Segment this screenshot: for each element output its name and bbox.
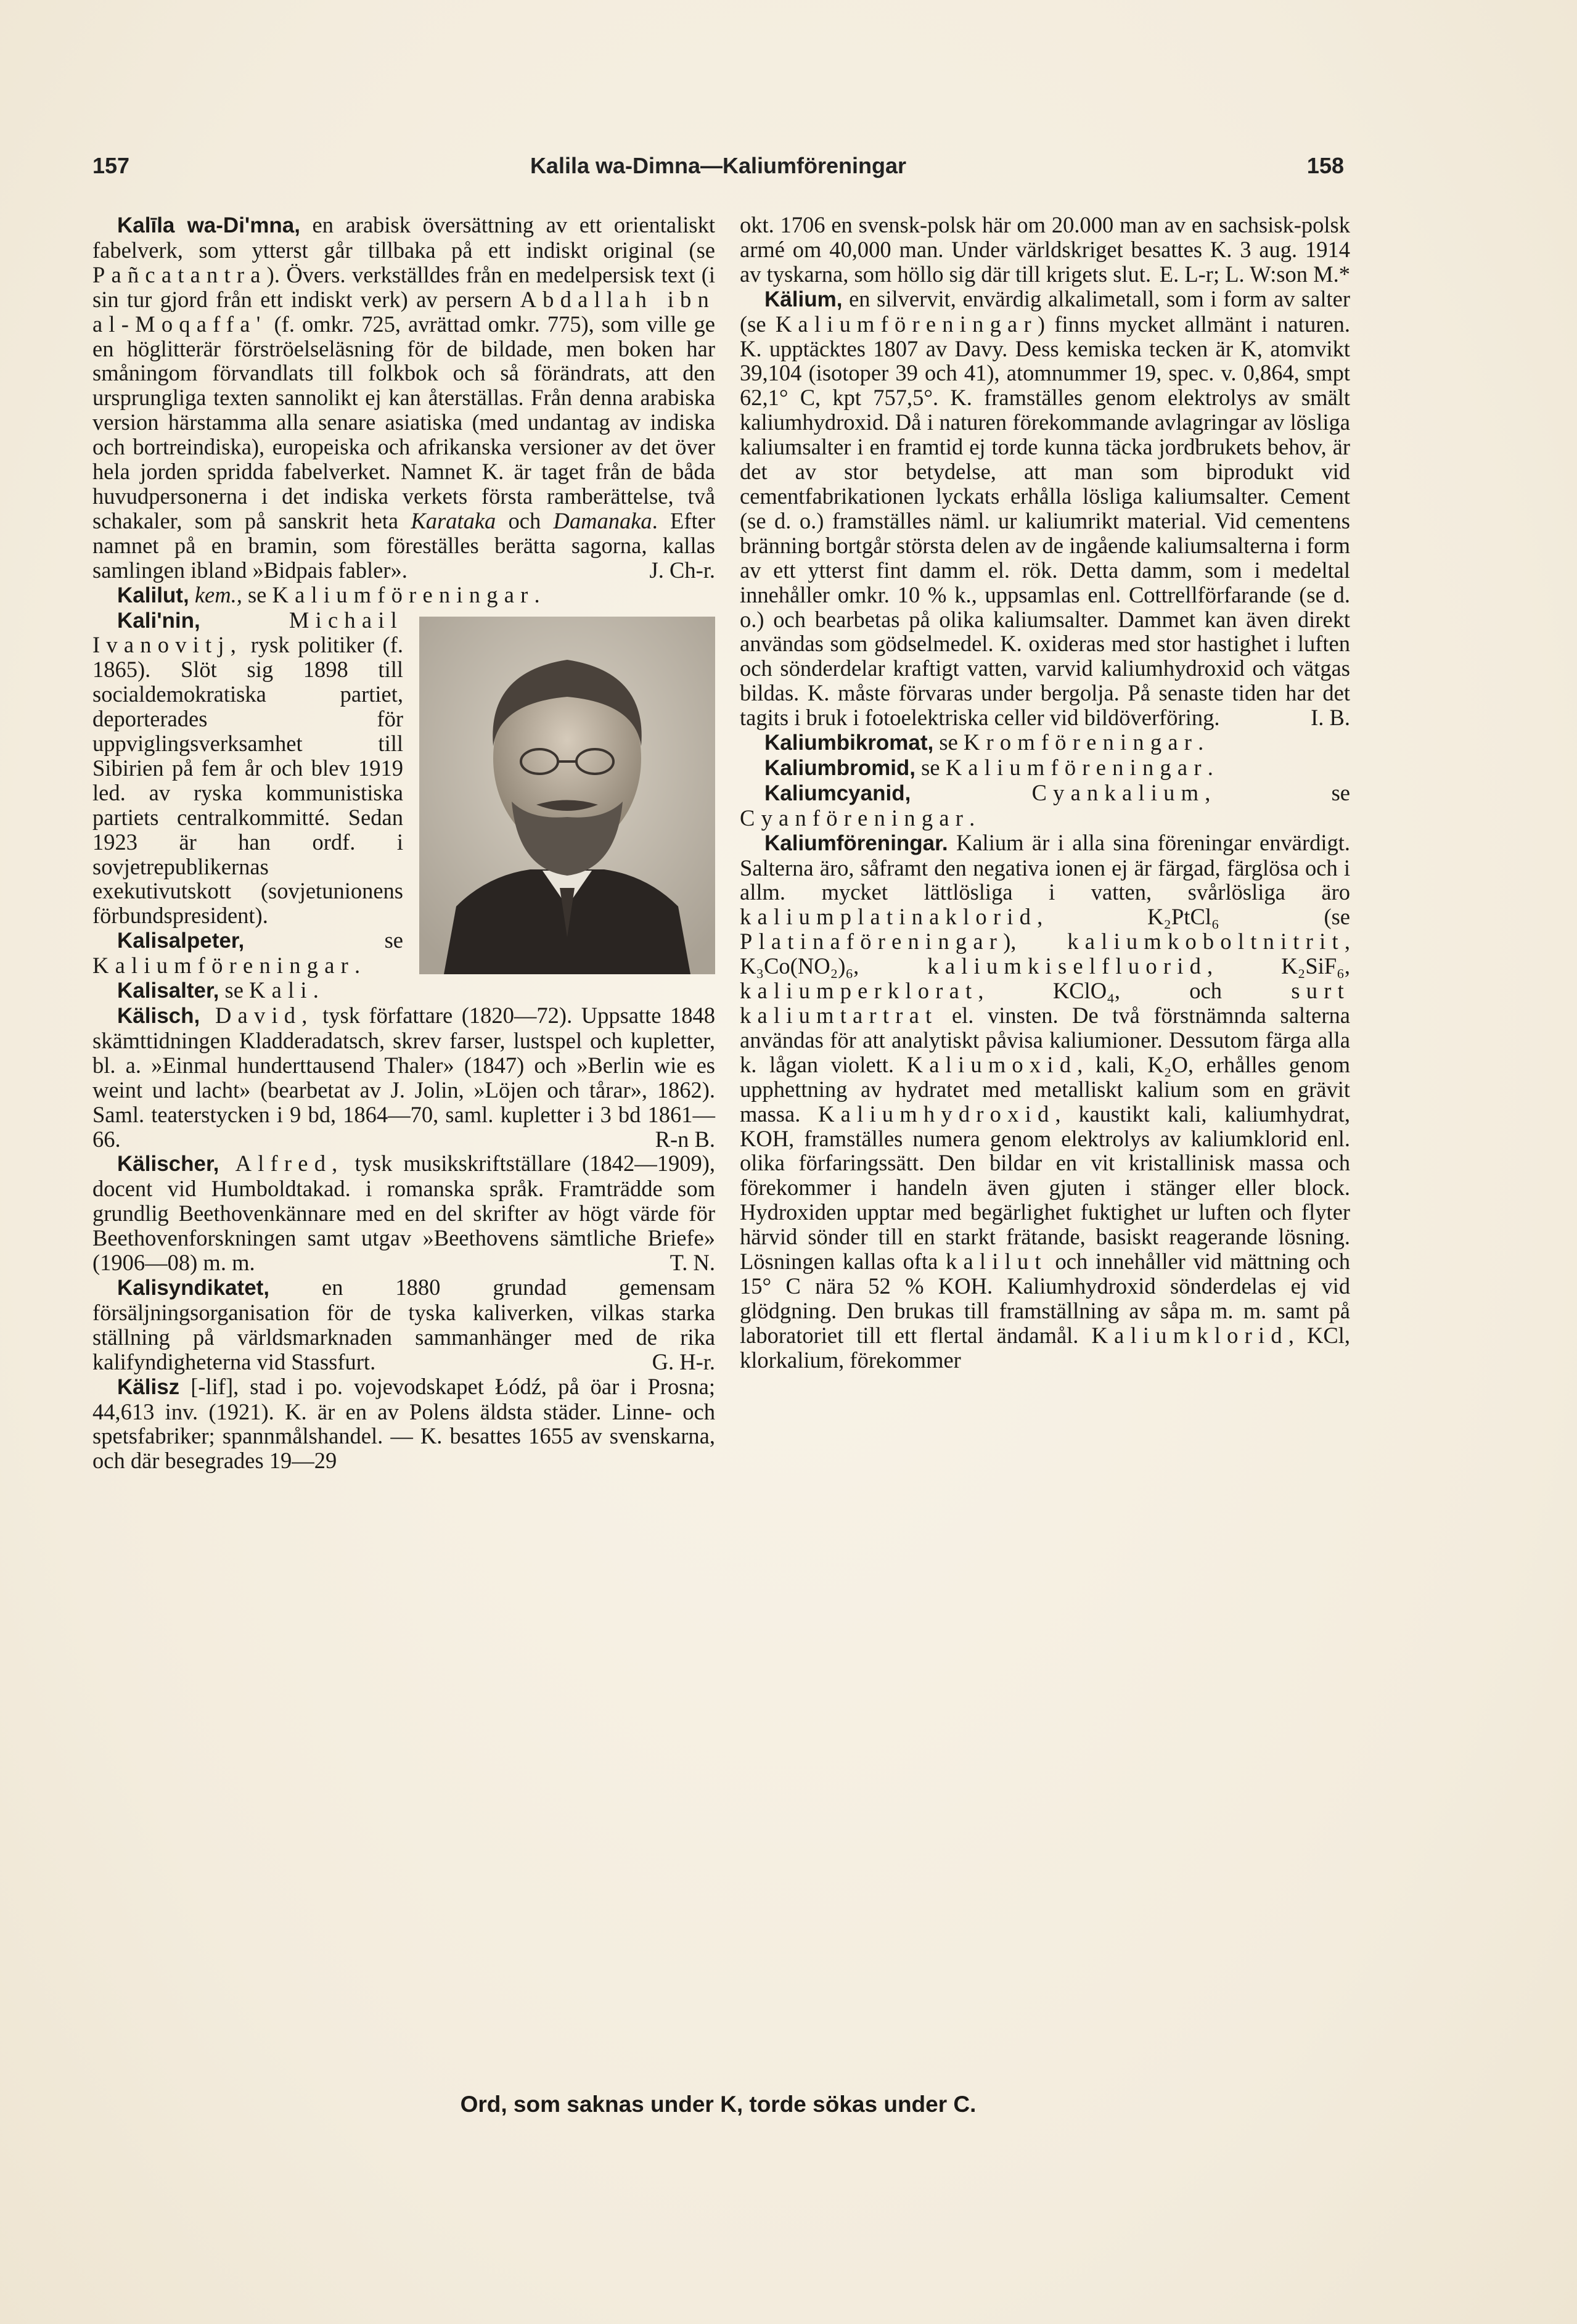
right-column bbox=[740, 213, 1350, 1373]
entry-kalila-wa-dimna: Kalīla wa-Di'mna, en arabisk översättning av ett orientaliskt fabelverk, som ytterst går tillbaka på ett indiskt original (se Pañcatantra). Övers. verkställdes från en medelpersisk text (i sin tur gjord från ett indiskt verk) av persern Abdallah ibn al-Moqaffa' (f. omkr. 725, avrättad omkr. 775), som ville ge en höglitterär förströelseläsning för de bildade, men boken har småningom förvandlats till folkbok och så förändrats, att den ursprungliga texten sannolikt ej kan återställas. Från denna arabiska version härstamma alla senare asiatiska (med undantag av indiska och bortreindiska), europeiska och afrikanska versioner av det över hela jorden spridda fabelverket. Namnet K. är taget från de båda huvudpersonerna i det indiska verkets första ramberättelse, två schakaler, som på sanskrit heta Karataka och Damanaka. Efter namnet på en bramin, som föreställes berätta sagorna, kallas samlingen ibland »Bidpais fabler». J. Ch-r. bbox=[92, 212, 716, 583]
headword: Kälisz bbox=[117, 1374, 180, 1399]
entry-kalilut: Kalilut, kem., se Kaliumföreningar. bbox=[117, 581, 540, 607]
headword: Kalilut, bbox=[117, 583, 189, 607]
entry-kaliumbromid: Kaliumbromid, se Kaliumföreningar. bbox=[764, 754, 1213, 780]
entry-kalinin: Kali'nin, Michail Ivanovitj, rysk politiker (f. 1865). Slöt sig 1898 till socialdemokratiska partiet, deporterades för uppviglingsverksamhet till Sibirien på fem år och blev 1919 led. av ryska kommunistiska partiets centralkommitté. Sedan 1923 är han ordf. i sovjetrepublikernas exekutivutskott (sovjetunionens förbundspresident). bbox=[92, 608, 715, 929]
entry-kalium: Kälium, en silvervit, envärdig alkalimetall, som i form av salter (se Kaliumföreningar) finns mycket allmänt i naturen. K. upptäcktes 1807 av Davy. Dess kemiska tecken är K, atomvikt 39,104 (isotoper 39 och 41), atomnummer 19, spec. v. 0,864, smpt 62,1° C, kpt 757,5°. K. framställes genom elektrolys av smält kaliumhydroxid. Då i naturen förekommande avlagringar av lösliga kaliumsalter i en framtid ej torde kunna täcka jordbrukets behov, är det av stor betydelse, att man som biprodukt vid cementfabrikationen lyckats erhålla lösliga kaliumsalter. Cement (se d. o.) framställes näml. ur kaliumrikt material. Vid cementens bränning bortgår största delen av de ingående kaliumsalterna i form av ett ytterst fint damm el. rök. Detta damm, som i medeltal innehåller omkr. 10 % k., uppsamlas enl. Cottrellförfarande (se d. o.) och bearbetas på olika kaliumsalter. Dammet kan även direkt användas som gödselmedel. K. oxideras med stor hastighet i luften och sönderdelar kraftigt vatten, varvid kaliumhydroxid och vätgas bildas. K. måste förvaras under bergolja. På senaste tiden har det tagits i bruk i fotoelektriska celler vid bildöverföring. I. B. bbox=[740, 285, 1351, 731]
entry-kalisalter: Kalisalter, se Kali. bbox=[117, 977, 319, 1003]
entry-kalisyndikatet: Kalisyndikatet, en 1880 grundad gemensam försäljningsorganisation för de tyska kaliverken, vilkas starka ställning på världsmarknaden sammanhänger med de rika kalifyndigheterna vid Stassfurt. G. H-r. bbox=[92, 1274, 715, 1374]
author-signature: G. H-r. bbox=[652, 1349, 715, 1374]
entry-kalisz-continued: okt. 1706 en svensk-polsk här om 20.000 man av en sachsisk-polsk armé om 40,000 man. Under världskriget besattes K. 3 aug. 1914 av tyskarna, som höllo sig där till krigets slut. E. L-r; L. W:son M.* bbox=[740, 212, 1350, 287]
headword: Kalīla wa-Di'mna, bbox=[117, 213, 300, 237]
portrait-photo bbox=[419, 617, 715, 974]
headword: Kaliumföreningar. bbox=[764, 831, 948, 855]
author-signature: T. N. bbox=[670, 1250, 715, 1276]
headword: Kälisch, bbox=[117, 1004, 200, 1028]
running-header bbox=[92, 153, 1344, 190]
entry-kaliumbikromat: Kaliumbikromat, se Kromföreningar. bbox=[764, 729, 1204, 755]
headword: Kälischer, bbox=[117, 1152, 219, 1176]
entry-kalisalpeter: Kalisalpeter, se Kaliumföreningar. bbox=[92, 927, 403, 979]
left-column bbox=[92, 213, 715, 1473]
entry-kaliumforeningar: Kaliumföreningar. Kalium är i alla sina föreningar envärdigt. Salterna äro, såframt den negativa ionen ej är färgad, färglösa och i allm. mycket lättlösliga i vatten, svårlösliga äro kaliumplatinaklorid, K₂PtCl₆ (se Platinaföreningar), kaliumkoboltnitrit, K₃Co(NO₂)₆, kaliumkiselfluorid, K₂SiF₆, kaliumperklorat, KClO₄, och surt kaliumtartrat el. vinsten. De två förstnämnda salterna användas för att analytiskt påvisa kaliumioner. Dessutom färga alla k. lågan violett. Kaliumoxid, kali, K₂O, erhålles genom upphettning av hydratet med metalliskt kalium som en grävit massa. Kaliumhydroxid, kaustikt kali, kaliumhydrat, KOH, framställes numera genom elektrolys av kaliumklorid enl. olika förfaringssätt. Den bildar en vit kristallinisk massa och förekommer i handeln även gjuten i stänger eller block. Hydroxiden upptar med begärlighet fuktighet ur luften och flyter härvid sönder till en starkt frätande, basiskt reagerande lösning. Lösningen kallas ofta kalilut och innehåller vid mättning och 15° C nära 52 % KOH. Kaliumhydroxid sönderdelas ej vid glödgning. Den brukas till framställning av såpa m. m. samt på laboratoriet till ett flertal ändamål. Kaliumklorid, KCl, klorkalium, förekommer bbox=[740, 829, 1350, 1373]
headword: Kälium, bbox=[764, 287, 843, 311]
author-signature: R-n B. bbox=[655, 1126, 715, 1152]
entry-kaliumcyanid: Kaliumcyanid, Cyankalium, se Cyanföreningar. bbox=[740, 779, 1351, 831]
author-signature: J. Ch-r. bbox=[649, 557, 715, 583]
entry-kalisz: Kälisz [-lif], stad i po. vojevodskapet Łódź, på öar i Prosna; 44,613 inv. (1921). K. är en av Polens äldsta städer. Linne- och spetsfabriker; spannmålshandel. — K. besattes 1655 av svenskarna, och där besegrades 19—29 bbox=[92, 1373, 715, 1474]
headword: Kalisalter, bbox=[117, 979, 219, 1003]
entry-kalisch: Kälisch, David, tysk författare (1820—72). Uppsatte 1848 skämttidningen Kladderadatsch, skrev farser, lustspel och kupletter, bl. a. »Einmal hunderttausend Thaler» (1847) och »Berlin wie es weint und lacht» (bearbetat av J. Jolin, »Löjen och tårar», 1862). Saml. teaterstycken i 9 bd, 1864—70, saml. kupletter i 3 bd 1861—66. R-n B. bbox=[92, 1003, 715, 1152]
headword: Kaliumbromid, bbox=[764, 755, 916, 780]
headword: Kaliumcyanid, bbox=[764, 781, 911, 805]
headword: Kaliumbikromat, bbox=[764, 731, 934, 755]
headword: Kalisalpeter, bbox=[117, 929, 245, 953]
author-signature: I. B. bbox=[1311, 705, 1350, 731]
headword: Kali'nin, bbox=[117, 608, 200, 633]
headword: Kalisyndikatet, bbox=[117, 1275, 270, 1300]
author-signature: E. L-r; L. W:son M.* bbox=[1159, 261, 1350, 287]
running-title: Kalila wa-Dimna—Kaliumföreningar bbox=[530, 153, 907, 178]
entry-kalischer: Kälischer, Alfred, tysk musikskriftställare (1842—1909), docent vid Humboldtakad. i romanska språk. Framträdde som grundlig Beethovenkännare med en del skrifter av högt värde för Beethovenforskningen samt utgav »Beethovens sämtliche Briefe» (1906—08) m. m. T. N. bbox=[92, 1151, 715, 1276]
page-number-left: 157 bbox=[92, 153, 130, 178]
page-number-right: 158 bbox=[1306, 153, 1344, 178]
page-footer-note: Ord, som saknas under K, torde sökas under C. bbox=[460, 2092, 977, 2117]
